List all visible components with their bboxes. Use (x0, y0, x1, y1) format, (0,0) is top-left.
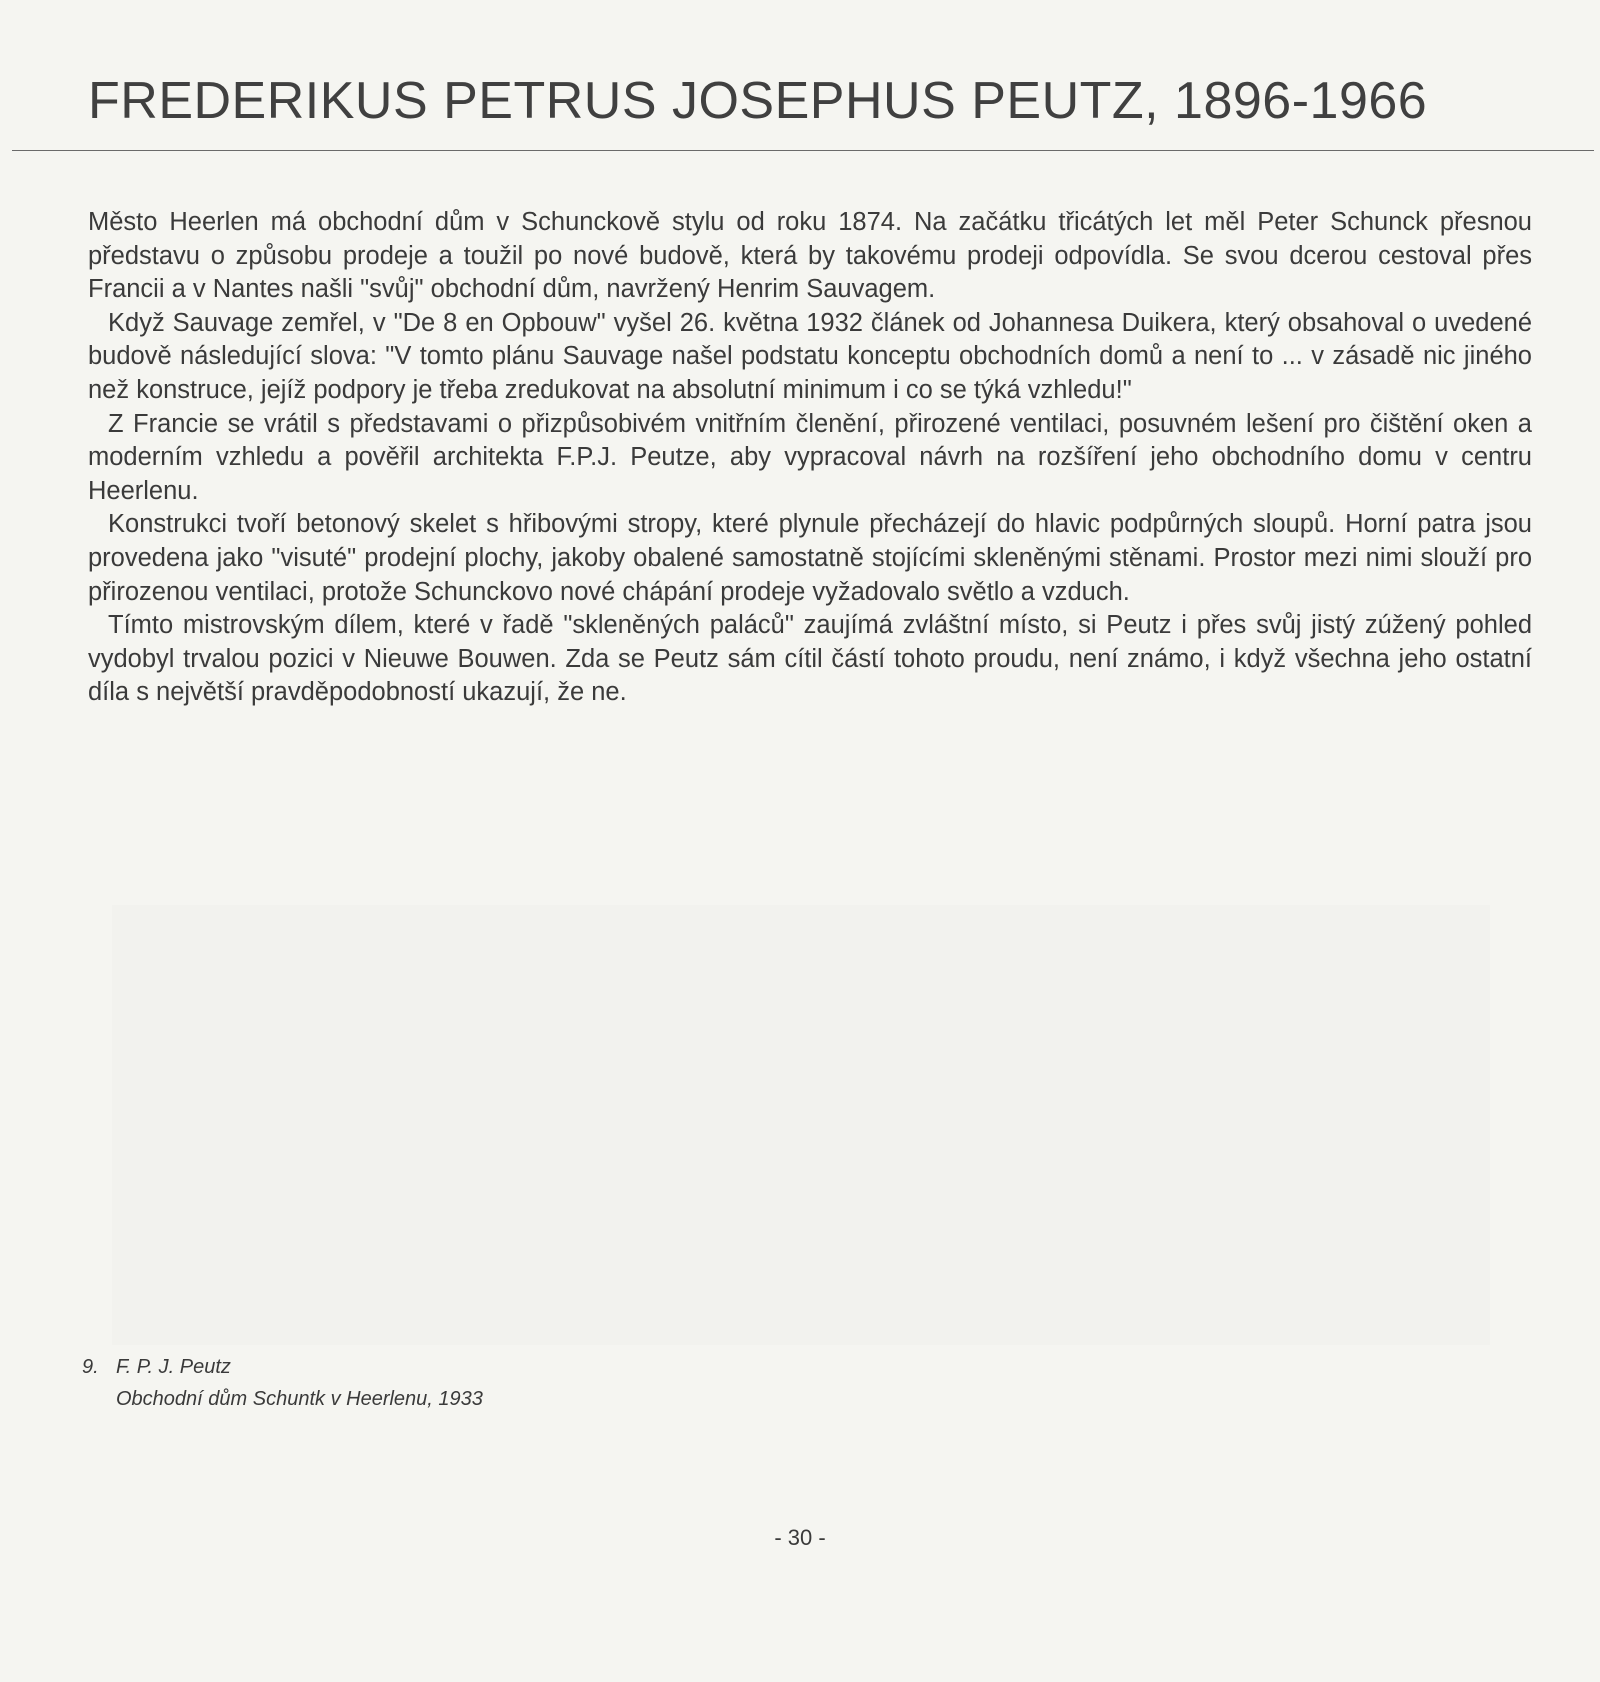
body-text (88, 206, 1532, 710)
paragraph: Z Francie se vrátil s představami o přizpůsobivém vnitřním členění, přirozené ventilaci, posuvném lešení pro čištění oken a moderním vzhledu a pověřil architekta F.P.J. Peutze, aby vypracoval návrh na rozšíření jeho obchodního domu v centru Heerlenu. (88, 409, 1532, 505)
paragraph: Konstrukci tvoří betonový skelet s hřibovými stropy, které plynule přecházejí do hlavic podpůrných sloupů. Horní patra jsou provedena jako "visuté" prodejní plochy, jakoby obalené samostatně stojícími skleněnými stěnami. Prostor mezi nimi slouží pro přirozenou ventilaci, protože Schunckovo nové chápání prodeje vyžadovalo světlo a vzduch. (88, 510, 1532, 606)
caption-number: 9. (82, 1356, 99, 1378)
page-number: - 30 - (774, 1525, 826, 1550)
caption-author: F. P. J. Peutz (116, 1356, 231, 1378)
page-title: FREDERIKUS PETRUS JOSEPHUS PEUTZ, 1896-1966 (88, 72, 1428, 130)
title-rule (12, 150, 1594, 151)
paragraph: Když Sauvage zemřel, v "De 8 en Opbouw" vyšel 26. května 1932 článek od Johannesa Duikera, který obsahoval o uvedené budově následující slova: "V tomto plánu Sauvage našel podstatu konceptu obchodních domů a není to ... v zásadě nic jiného než konstruce, jejíž podpory je třeba zredukovat na absolutní minimum i co se týká vzhledu!" (88, 308, 1532, 404)
faded-photo-area (112, 905, 1490, 1345)
caption-text: Obchodní dům Schuntk v Heerlenu, 1933 (116, 1388, 483, 1410)
paragraph: Tímto mistrovským dílem, které v řadě "skleněných paláců" zaujímá zvláštní místo, si Peutz i přes svůj jistý zúžený pohled vydobyl trvalou pozici v Nieuwe Bouwen. Zda se Peutz sám cítil částí tohoto proudu, není známo, i když všechna jeho ostatní díla s největší pravděpodobností ukazují, že ne. (88, 611, 1532, 707)
paragraph: Město Heerlen má obchodní dům v Schunckově stylu od roku 1874. Na začátku třicátých let měl Peter Schunck přesnou představu o způsobu prodeje a toužil po nové budově, která by takovému prodeji odpovídla. Se svou dcerou cestoval přes Francii a v Nantes našli "svůj" obchodní dům, navržený Henrim Sauvagem. (88, 208, 1532, 304)
figure-caption (82, 1351, 483, 1415)
